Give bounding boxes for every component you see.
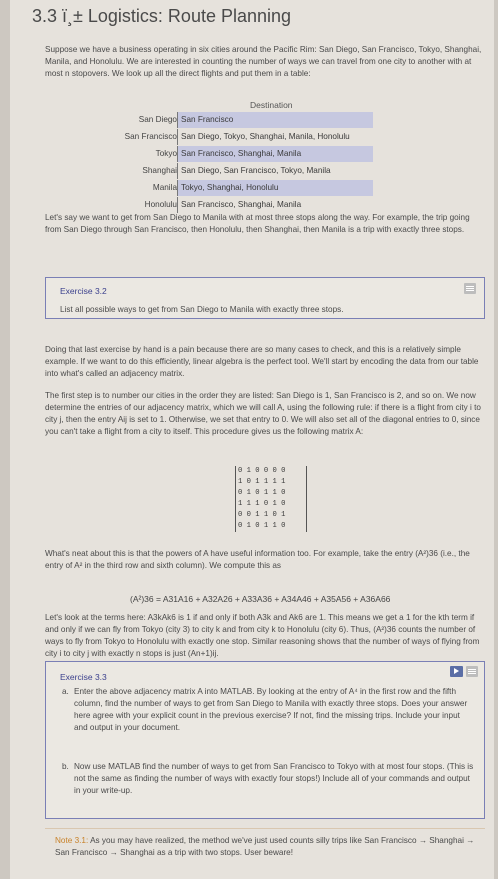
matrix-row: 0 1 0 0 0 0 <box>238 467 286 475</box>
origin-city: Honolulu <box>144 200 177 209</box>
exercise-part-text: Enter the above adjacency matrix A into MATLAB. By looking at the entry of A⁴ in the first row and the fifth column, find the number of ways to get from San Diego to Manila with exactly three stops. Does your answer here agree with your explicit count in the previous exercise? If not, find the missing trips. Include your input and output in your document. <box>74 687 468 732</box>
matrix-row: 1 0 1 1 1 1 <box>238 478 286 486</box>
exercise-part-text: Now use MATLAB find the number of ways to get from San Francisco to Tokyo with at most four stops. (This is not the same as finding the number of ways with exactly four stops!) Include all of your commands and output in your write-up. <box>74 762 474 795</box>
intro-paragraph: Suppose we have a business operating in six cities around the Pacific Rim: San Diego, San Francisco, Tokyo, Shanghai, Manila, and Honolulu. We are interested in counting the number of ways we can travel from one city to another with at most n stopovers. We look up all the direct flights and put them in a table: <box>45 45 482 78</box>
note-paragraph <box>55 835 475 859</box>
matrix-product-formula: (A²)36 = A31A16 + A32A26 + A33A36 + A34A46 + A35A56 + A36A66 <box>130 594 391 604</box>
matrix-row: 1 1 1 0 1 0 <box>238 500 286 508</box>
exercise-3-3-box <box>45 661 485 819</box>
table-row <box>105 146 377 163</box>
note-box <box>45 828 485 877</box>
table-row <box>105 163 377 180</box>
table-row <box>105 180 377 197</box>
note-text: As you may have realized, the method we've just used counts silly trips like San Francisco → Shanghai → San Francisco → Shanghai as a trip with two stops. User beware! <box>55 836 475 857</box>
exercise-title: Exercise 3.3 <box>60 672 107 682</box>
exercise-part-b <box>62 761 474 797</box>
trip-paragraph: Let's say we want to get from San Diego to Manila with at most three stops along the way. For example, the trip going from San Diego through San Francisco, then Honolulu, then Shanghai, then Manila is a trip with exactly three stops. <box>45 213 470 234</box>
matrix-rule-paragraph: The first step is to number our cities in the order they are listed: San Diego is 1, San Francisco is 2, and so on. We now determine the entries of our adjacency matrix, which we will call A, using the following rule: if there is a flight from city i to city j, then the entry Aij is set to 1. Otherwise, we set that entry to 0. We will also set all of the diagonal entries to 0, since you can't take a flight from a city to itself. This procedure gives us the following matrix A: <box>45 391 481 436</box>
origin-city: San Diego <box>138 115 177 124</box>
exercise-3-2-box <box>45 277 485 319</box>
list-marker: b. <box>62 762 69 771</box>
document-icon[interactable] <box>466 666 478 677</box>
exercise-text: List all possible ways to get from San Diego to Manila with exactly three stops. <box>60 305 344 314</box>
origin-city: Tokyo <box>155 149 177 158</box>
origin-city: Manila <box>152 183 177 192</box>
destination-list: San Francisco, Shanghai, Manila <box>177 146 373 162</box>
page-title: 3.3 ï¸± Logistics: Route Planning <box>32 6 292 26</box>
list-marker: a. <box>62 687 69 696</box>
origin-city: San Francisco <box>124 132 177 141</box>
adjacency-intro-paragraph: Doing that last exercise by hand is a pain because there are so many cases to check, and this is a relatively simple example. If we want to do this efficiently, linear algebra is the perfect tool. We'll start by encoding the data from our table into what's called an adjacency matrix. <box>45 345 479 378</box>
powers-paragraph: What's neat about this is that the powers of A have useful information too. For example, take the entry (A²)36 (i.e., the entry of A² in the third row and sixth column). We compute this as <box>45 549 470 570</box>
matrix-row: 0 1 0 1 1 0 <box>238 489 286 497</box>
matrix-row: 0 0 1 1 0 1 <box>238 511 286 519</box>
page <box>10 0 494 879</box>
destination-list: San Diego, Tokyo, Shanghai, Manila, Honolulu <box>177 129 373 145</box>
destination-header: Destination <box>250 100 293 110</box>
video-icon[interactable] <box>450 666 463 677</box>
destination-list: Tokyo, Shanghai, Honolulu <box>177 180 373 196</box>
destination-list: San Francisco, Shanghai, Manila <box>177 197 373 213</box>
matrix-row: 0 1 0 1 1 0 <box>238 522 286 530</box>
exercise-title: Exercise 3.2 <box>60 286 107 296</box>
table-row <box>105 112 377 129</box>
adjacency-matrix <box>235 466 307 532</box>
origin-city: Shanghai <box>142 166 177 175</box>
exercise-part-a <box>62 686 474 734</box>
terms-paragraph: Let's look at the terms here: A3kAk6 is 1 if and only if both A3k and Ak6 are 1. This means we get a 1 for the kth term if and only if we can fly from Tokyo (city 3) to city k and from city k to Honolulu (city 6). Thus, (A²)36 counts the number of ways to fly from Tokyo to Honolulu with exactly one stop. Similar reasoning shows that the number of ways of flying from city i to city j with exactly n stops is just (An+1)ij. <box>45 613 480 658</box>
note-label: Note 3.1: <box>55 836 89 845</box>
document-icon[interactable] <box>464 283 476 294</box>
destination-list: San Francisco <box>177 112 373 128</box>
destination-list: San Diego, San Francisco, Tokyo, Manila <box>177 163 373 179</box>
table-row <box>105 129 377 146</box>
